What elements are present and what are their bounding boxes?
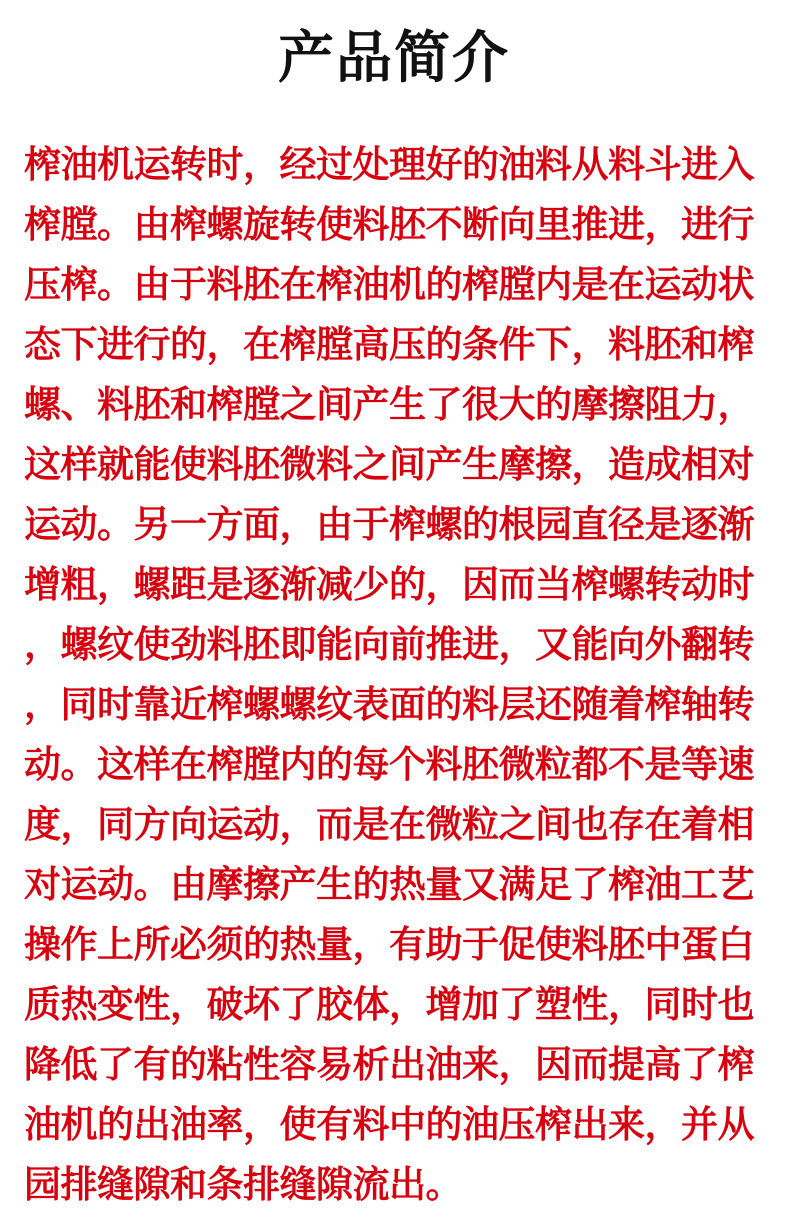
description-line: 园排缝隙和条排缝隙流出。: [24, 1162, 462, 1206]
description-line: 降低了有的粘性容易析出油来，因而提高了榨: [24, 1042, 754, 1086]
description-line: 油机的出油率，使有料中的油压榨出来，并从: [24, 1102, 754, 1146]
description-line: 度，同方向运动，而是在微粒之间也存在着相: [24, 802, 754, 846]
description-line: 质热变性，破坏了胶体，增加了塑性，同时也: [24, 982, 754, 1026]
description-line: 螺、料胚和榨膛之间产生了很大的摩擦阻力，: [24, 382, 754, 426]
description-line: 运动。另一方面，由于榨螺的根园直径是逐渐: [24, 502, 754, 546]
description-line: 对运动。由摩擦产生的热量又满足了榨油工艺: [24, 862, 754, 906]
description-line: 动。这样在榨膛内的每个料胚微粒都不是等速: [24, 742, 754, 786]
product-description: [24, 134, 768, 1214]
description-line: 这样就能使料胚微料之间产生摩擦，造成相对: [24, 442, 754, 486]
description-line: ，螺纹使劲料胚即能向前推进，又能向外翻转: [24, 622, 754, 666]
description-line: 操作上所必须的热量，有助于促使料胚中蛋白: [24, 922, 754, 966]
page-title: 产品简介: [278, 25, 510, 91]
description-line: 增粗，螺距是逐渐减少的，因而当榨螺转动时: [24, 562, 754, 606]
description-line: 榨膛。由榨螺旋转使料胚不断向里推进，进行: [24, 202, 754, 246]
description-line: 压榨。由于料胚在榨油机的榨膛内是在运动状: [24, 262, 754, 306]
description-line: 态下进行的，在榨膛高压的条件下，料胚和榨: [24, 322, 754, 366]
description-line: ，同时靠近榨螺螺纹表面的料层还随着榨轴转: [24, 682, 754, 726]
description-line: 榨油机运转时，经过处理好的油料从料斗进入: [24, 142, 754, 186]
